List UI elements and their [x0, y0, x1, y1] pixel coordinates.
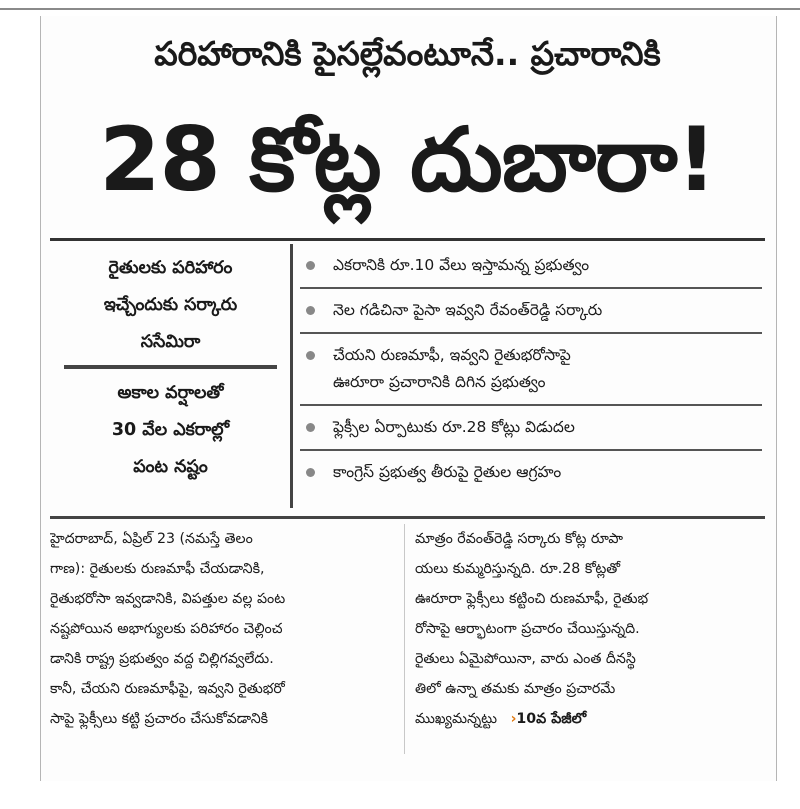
bullet-icon [306, 306, 315, 315]
body-rule [50, 516, 765, 519]
sidebar-summary [58, 250, 283, 486]
top-border [0, 8, 800, 10]
article-line: గాణ): రైతులకు రుణమాఫీ చేయడానికి, [50, 561, 265, 577]
article-line: సాపై ఫ్లెక్సీలు కట్టి ప్రచారం చేసుకోవడానికి [50, 711, 269, 727]
sidebar-divider [64, 365, 277, 369]
headline-rule [50, 238, 765, 241]
highlight-item [300, 334, 762, 406]
highlights-list [300, 244, 762, 494]
column-separator [404, 524, 405, 754]
main-headline: 28 కోట్ల దుబారా! [99, 108, 716, 211]
article-line: డానికి రాష్ట్ర ప్రభుత్వం వద్ద చిల్లిగవ్వలేదు. [50, 651, 274, 667]
highlight-text: ఊరూరా ప్రచారానికి దిగిన ప్రభుత్వం [333, 373, 546, 391]
kicker-headline: పరిహారానికి పైసల్లేవంటూనే.. ప్రచారానికి [154, 34, 661, 73]
highlight-text: నెల గడిచినా పైసా ఇవ్వని రేవంత్‌రెడ్డి సర్కారు [333, 301, 603, 319]
continue-arrow-icon: › [510, 711, 517, 727]
article-column-2 [415, 524, 760, 734]
article-column-1 [50, 524, 395, 734]
bullet-icon [306, 351, 315, 360]
bullet-icon [306, 261, 315, 270]
article-line: యలు కుమ్మరిస్తున్నది. రూ.28 కోట్లతో [415, 561, 621, 577]
article-line-with-jump [415, 704, 760, 734]
highlight-text: చేయని రుణమాఫీ, ఇవ్వని రైతుభరోసాపై [333, 346, 571, 364]
article-line: ముఖ్యమన్నట్టు [415, 711, 498, 727]
article-line: మాత్రం రేవంత్‌రెడ్డి సర్కారు కోట్ల రూపా [415, 531, 624, 547]
sidebar-line: 30 వేల ఎకరాల్లో [111, 420, 230, 440]
sidebar-line: ఇచ్చేందుకు సర్కారు [103, 295, 238, 315]
continued-on-page[interactable]: 10వ పేజీలో [516, 711, 587, 727]
article-line: నష్టపోయిన అభాగ్యులకు పరిహారం చెల్లించ [50, 621, 283, 637]
sidebar-line: ససేమిరా [140, 332, 201, 352]
highlight-item [300, 289, 762, 334]
highlight-item [300, 451, 762, 494]
bullet-icon [306, 468, 315, 477]
article-line: రోసాపై ఆర్భాటంగా ప్రచారం చేయిస్తున్నది. [415, 621, 640, 637]
sidebar-line: పంట నష్టం [133, 457, 208, 477]
highlight-item [300, 406, 762, 451]
sidebar-separator [290, 244, 293, 508]
article-line: రైతులు ఏమైపోయినా, వారు ఎంత దీనస్థి [415, 651, 636, 667]
highlight-text: ఎకరానికి రూ.10 వేలు ఇస్తామన్న ప్రభుత్వం [333, 256, 590, 274]
article-line: తిలో ఉన్నా తమకు మాత్రం ప్రచారమే [415, 681, 616, 697]
highlight-text: కాంగ్రెస్ ప్రభుత్వ తీరుపై రైతుల ఆగ్రహం [333, 463, 562, 481]
bullet-icon [306, 423, 315, 432]
sidebar-line: అకాల వర్షాలతో [117, 383, 224, 403]
highlight-text: ఫ్లెక్సీల ఏర్పాటుకు రూ.28 కోట్లు విడుదల [333, 418, 575, 436]
article-line: రైతుభరోసా ఇవ్వడానికి, విపత్తుల వల్ల పంట [50, 591, 286, 607]
article-line: ఊరూరా ఫ్లెక్సీలు కట్టించి రుణమాఫీ, రైతుభ [415, 591, 649, 607]
article-line: కానీ, చేయని రుణమాఫీపై, ఇవ్వని రైతుభరో [50, 681, 285, 697]
highlight-item [300, 244, 762, 289]
sidebar-line: రైతులకు పరిహారం [108, 258, 233, 278]
article-line: హైదరాబాద్, ఏప్రిల్ 23 (నమస్తే తెలం [50, 531, 253, 547]
